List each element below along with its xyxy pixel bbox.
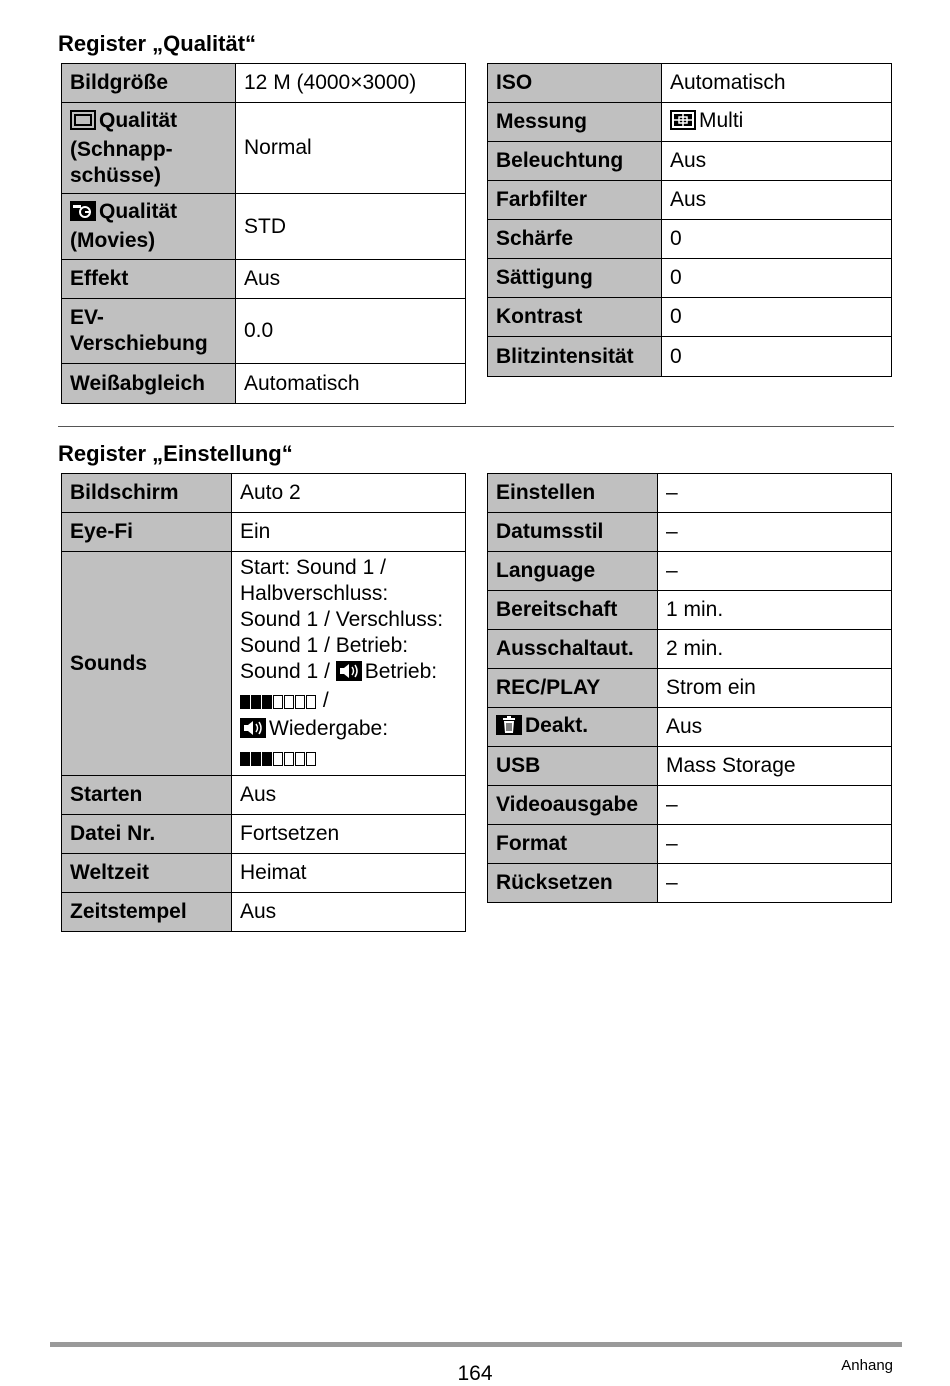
footer-section-label: Anhang bbox=[841, 1357, 893, 1374]
row-key: Ausschaltaut. bbox=[488, 630, 658, 669]
volume-bars bbox=[240, 747, 317, 773]
row-key: Bildgröße bbox=[62, 64, 236, 103]
table-row bbox=[488, 630, 892, 669]
row-key-line: (Movies) bbox=[70, 229, 156, 252]
row-value: Fortsetzen bbox=[232, 815, 466, 854]
row-key: Kontrast bbox=[488, 298, 662, 337]
row-key: REC/PLAY bbox=[488, 669, 658, 708]
row-value: Automatisch bbox=[662, 64, 892, 103]
row-value: 0 bbox=[662, 220, 892, 259]
row-value: – bbox=[658, 786, 892, 825]
section-divider bbox=[58, 426, 894, 427]
movie-camera-icon bbox=[70, 201, 96, 228]
row-key: Blitzintensität bbox=[488, 337, 662, 377]
row-key: Schärfe bbox=[488, 220, 662, 259]
multi-metering-icon bbox=[670, 110, 696, 137]
volume-bar-segment bbox=[251, 695, 261, 709]
row-value: Mass Storage bbox=[658, 747, 892, 786]
sounds-line: Start: Sound 1 / bbox=[240, 555, 386, 579]
sounds-line: Wiedergabe: bbox=[269, 716, 389, 740]
volume-bar-segment bbox=[284, 752, 294, 766]
row-value: 0.0 bbox=[236, 299, 466, 364]
row-value: Aus bbox=[658, 708, 892, 747]
row-value: 1 min. bbox=[658, 591, 892, 630]
speaker-icon bbox=[336, 661, 362, 688]
row-value: – bbox=[658, 864, 892, 903]
volume-bar-segment bbox=[284, 695, 294, 709]
table-row bbox=[62, 854, 466, 893]
table-row bbox=[488, 220, 892, 259]
sounds-line: Halbverschluss: bbox=[240, 581, 389, 605]
table-row bbox=[62, 893, 466, 932]
volume-bars bbox=[240, 690, 317, 716]
volume-bar-segment bbox=[251, 752, 261, 766]
row-value: – bbox=[658, 474, 892, 513]
row-key: Effekt bbox=[62, 260, 236, 299]
row-key: Starten bbox=[62, 776, 232, 815]
row-value: 12 M (4000×3000) bbox=[236, 64, 466, 103]
row-value: Aus bbox=[236, 260, 466, 299]
volume-bar-segment bbox=[240, 695, 250, 709]
volume-bar-segment bbox=[262, 695, 272, 709]
row-value: – bbox=[658, 825, 892, 864]
row-key: Zeitstempel bbox=[62, 893, 232, 932]
row-key: Language bbox=[488, 552, 658, 591]
speaker-icon bbox=[240, 718, 266, 745]
volume-bar-segment bbox=[262, 752, 272, 766]
row-key: Sounds bbox=[62, 552, 232, 776]
table-row bbox=[62, 474, 466, 513]
section-title-einstellung: Register „Einstellung“ bbox=[58, 441, 293, 466]
row-key: Datumsstil bbox=[488, 513, 658, 552]
row-key: Beleuchtung bbox=[488, 142, 662, 181]
row-key-line: EV- bbox=[70, 306, 104, 329]
table-row bbox=[62, 815, 466, 854]
table-row bbox=[488, 64, 892, 103]
row-key: Eye-Fi bbox=[62, 513, 232, 552]
row-key-line: (Schnapp- bbox=[70, 137, 173, 161]
footer-rule bbox=[50, 1342, 902, 1347]
sounds-line: Sound 1 / Betrieb: bbox=[240, 633, 409, 657]
sounds-line: Sound 1 / Verschluss: bbox=[240, 607, 444, 631]
table-row bbox=[488, 474, 892, 513]
quality-table-right bbox=[487, 63, 892, 377]
row-key-line: Qualität bbox=[99, 108, 178, 132]
volume-bar-segment bbox=[295, 695, 305, 709]
row-value: – bbox=[658, 513, 892, 552]
volume-bar-segment bbox=[306, 695, 316, 709]
volume-bar-segment bbox=[306, 752, 316, 766]
row-value: Heimat bbox=[232, 854, 466, 893]
metering-value: Multi bbox=[699, 108, 744, 132]
table-row bbox=[62, 194, 466, 260]
row-value: Automatisch bbox=[236, 364, 466, 404]
table-row bbox=[488, 259, 892, 298]
row-value: 0 bbox=[662, 259, 892, 298]
table-row bbox=[488, 825, 892, 864]
table-row bbox=[488, 298, 892, 337]
table-row bbox=[488, 669, 892, 708]
volume-bar-segment bbox=[273, 752, 283, 766]
row-key: Messung bbox=[488, 103, 662, 142]
table-row bbox=[62, 513, 466, 552]
table-row bbox=[488, 552, 892, 591]
row-value: – bbox=[658, 552, 892, 591]
table-row bbox=[62, 260, 466, 299]
row-value bbox=[662, 103, 892, 142]
table-row bbox=[62, 364, 466, 404]
sounds-value bbox=[232, 552, 466, 776]
table-row bbox=[62, 64, 466, 103]
row-value: Normal bbox=[236, 103, 466, 194]
camera-frame-icon bbox=[70, 110, 96, 137]
row-key bbox=[488, 708, 658, 747]
row-key: Datei Nr. bbox=[62, 815, 232, 854]
table-row bbox=[62, 776, 466, 815]
row-key: Videoausgabe bbox=[488, 786, 658, 825]
row-key: Format bbox=[488, 825, 658, 864]
row-value: Ein bbox=[232, 513, 466, 552]
row-key bbox=[62, 103, 236, 194]
row-key: Rücksetzen bbox=[488, 864, 658, 903]
row-value: Aus bbox=[662, 181, 892, 220]
section-title-qualitaet: Register „Qualität“ bbox=[58, 31, 257, 56]
volume-bar-segment bbox=[240, 752, 250, 766]
row-value: Aus bbox=[232, 776, 466, 815]
table-row bbox=[488, 708, 892, 747]
table-row bbox=[488, 181, 892, 220]
row-key: Sättigung bbox=[488, 259, 662, 298]
table-row bbox=[488, 747, 892, 786]
row-value: Aus bbox=[662, 142, 892, 181]
row-key: Weißabgleich bbox=[62, 364, 236, 404]
row-key: Einstellen bbox=[488, 474, 658, 513]
trash-icon bbox=[496, 715, 522, 742]
table-row bbox=[488, 864, 892, 903]
settings-table-left bbox=[61, 473, 466, 932]
row-value: STD bbox=[236, 194, 466, 260]
page-number: 164 bbox=[457, 1362, 493, 1385]
sounds-line: / bbox=[322, 688, 329, 712]
row-key: Weltzeit bbox=[62, 854, 232, 893]
row-key bbox=[62, 299, 236, 364]
table-row bbox=[488, 513, 892, 552]
table-row bbox=[488, 337, 892, 377]
row-value: Strom ein bbox=[658, 669, 892, 708]
table-row bbox=[488, 591, 892, 630]
row-key: ISO bbox=[488, 64, 662, 103]
table-row bbox=[62, 103, 466, 194]
table-row bbox=[62, 299, 466, 364]
sounds-line: Betrieb: bbox=[364, 659, 438, 683]
row-key: Farbfilter bbox=[488, 181, 662, 220]
table-row bbox=[488, 142, 892, 181]
row-value: Aus bbox=[232, 893, 466, 932]
row-key-line: Verschiebung bbox=[70, 332, 208, 355]
row-key-line: schüsse) bbox=[70, 163, 162, 187]
row-key-line: Qualität bbox=[99, 200, 178, 223]
row-value: 0 bbox=[662, 298, 892, 337]
row-key: Bereitschaft bbox=[488, 591, 658, 630]
row-key-text: Deakt. bbox=[525, 713, 589, 737]
row-key: Bildschirm bbox=[62, 474, 232, 513]
quality-table-left bbox=[61, 63, 466, 404]
table-row bbox=[62, 552, 466, 776]
table-row bbox=[488, 786, 892, 825]
row-key: USB bbox=[488, 747, 658, 786]
table-row bbox=[488, 103, 892, 142]
settings-table-right bbox=[487, 473, 892, 903]
volume-bar-segment bbox=[295, 752, 305, 766]
volume-bar-segment bbox=[273, 695, 283, 709]
row-key bbox=[62, 194, 236, 260]
row-value: 2 min. bbox=[658, 630, 892, 669]
row-value: Auto 2 bbox=[232, 474, 466, 513]
row-value: 0 bbox=[662, 337, 892, 377]
sounds-line: Sound 1 / bbox=[240, 659, 330, 683]
